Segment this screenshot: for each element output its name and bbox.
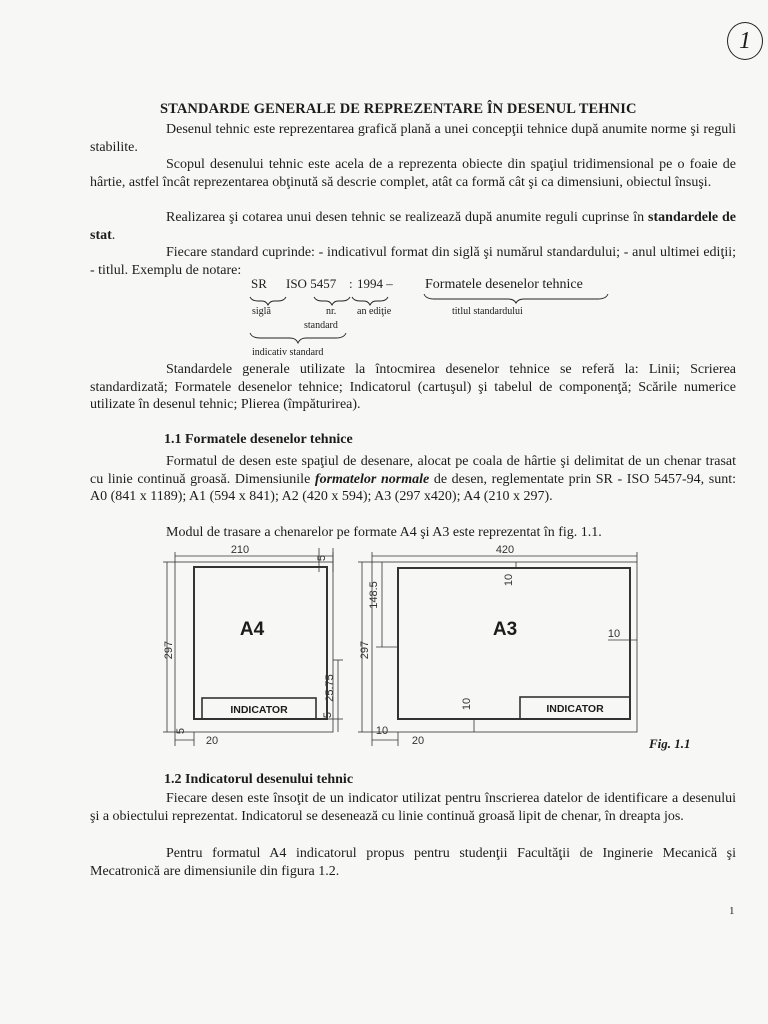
paragraph-general-standards-text: Standardele generale utilizate la întocmirea desenelor tehnice se referă la: Linii; Scrierea standardizată; Formatele desenelor tehnice; Indicatorul (cartuşul) şi tabelul de componenţă; Scările numerice utilizate în desenul tehnic; Plierea (împăturirea).: [90, 362, 736, 412]
a3-half-height-dim: 148.5: [368, 581, 380, 609]
notation-label-indicativ: indicativ standard: [252, 347, 324, 358]
a4-height-dim: 297: [163, 640, 175, 660]
a3-bottom-margin-dim: 10: [461, 697, 473, 711]
paragraph-purpose-text: Scopul desenului tehnic este acela de a reprezenta obiecte din spaţiul tridimensional pe o foaie de hârtie, astfel încât reprezentarea obţinută să descrie complet, atât ca formă cât şi ca dimensiuni, obiectul însuşi.: [90, 157, 736, 190]
a4-indicator-label: INDICATOR: [230, 704, 288, 716]
paragraph-standards-text: Realizarea şi cotarea unui desen tehnic se realizează după anumite reguli cuprinse în: [166, 210, 649, 225]
paragraph-definition-text: Desenul tehnic este reprezentarea grafică plană a unei concepţii tehnice după anumite norme şi reguli stabilite.: [90, 122, 736, 155]
a4-indicator-offset-dim: 25.75: [324, 674, 336, 702]
notation-year: 1994 –: [357, 276, 393, 291]
page-title: STANDARDE GENERALE DE REPREZENTARE ÎN DESENUL TEHNIC: [160, 101, 637, 117]
section-heading-formats: 1.1 Formatele desenelor tehnice: [164, 432, 353, 447]
paragraph-standard-content-text: Fiecare standard cuprinde: - indicativul format din siglă şi numărul standardului; - anul ultimei ediţii; - titlul. Exemplu de notare:: [90, 245, 736, 278]
a4-indicator-bottom-dim: 5: [322, 711, 334, 719]
paragraph-format-emphasis: formatelor normale: [314, 471, 430, 487]
page-number: 1: [729, 905, 735, 917]
notation-label-titlu: titlul standardului: [452, 306, 523, 317]
notation-title: Formatele desenelor tehnice: [425, 277, 583, 292]
paragraph-indicator: [90, 790, 736, 825]
paragraph-a4-indicator: [90, 845, 736, 880]
section-heading-indicator: 1.2 Indicatorul desenului tehnic: [164, 772, 354, 787]
a3-label: A3: [492, 619, 518, 640]
notation-label-sigla: siglă: [252, 306, 271, 317]
paragraph-standards-end: .: [111, 227, 116, 243]
a3-indicator-label: INDICATOR: [546, 703, 604, 715]
a3-top-margin-dim: 10: [503, 573, 515, 587]
a3-width-dim: 420: [495, 544, 515, 556]
paragraph-standards-bold: standardele de stat: [90, 210, 736, 243]
notation-label-nr: nr.: [326, 306, 337, 317]
a3-right-margin-dim: 10: [607, 628, 621, 640]
paragraph-format-text-2: de desen, reglementate prin SR - ISO 5457-94, sunt: A0 (841 x 1189); A1 (594 x 841); A2 (420 x 594); A3 (297 x420); A4 (210 x 297).: [90, 471, 736, 504]
a4-width-dim: 210: [230, 544, 250, 556]
a3-height-dim: 297: [359, 640, 371, 660]
a4-top-margin-dim: 5: [316, 554, 328, 562]
notation-colon: :: [349, 276, 353, 291]
paragraph-figure-ref-text: Modul de trasare a chenarelor pe formate A4 şi A3 este reprezentat în fig. 1.1.: [166, 525, 602, 540]
notation-iso: ISO 5457: [286, 276, 337, 291]
notation-label-an: an ediţie: [357, 306, 392, 317]
notation-label-standard: standard: [304, 320, 338, 331]
paragraph-indicator-text: Fiecare desen este însoţit de un indicator utilizat pentru înscrierea datelor de identificare a desenului şi a obiectului reprezentat. Indicatorul se desenează cu linie continuă groasă lipit de chenar, în dreapta jos.: [90, 791, 736, 824]
a4-left-margin-dim: 20: [205, 735, 219, 747]
notation-sr: SR: [251, 276, 267, 291]
figure-caption: Fig. 1.1: [649, 736, 691, 751]
a3-left-small-dim: 10: [375, 725, 389, 737]
a4-border: [194, 567, 327, 719]
page-marker-number: 1: [739, 28, 751, 54]
paragraph-format-text: Formatul de desen este spaţiul de desenare, alocat pe coala de hârtie şi delimitat de un chenar trasat cu linie continuă groasă. Dimensiunile: [90, 454, 736, 487]
a4-bottom-margin-dim: 5: [175, 727, 187, 735]
paragraph-a4-indicator-text: Pentru formatul A4 indicatorul propus pentru studenţii Facultăţii de Inginerie Mecanică şi Mecatronică are dimensiunile din figura 1.2.: [90, 846, 736, 879]
a3-left-margin-dim: 20: [411, 735, 425, 747]
a4-label: A4: [239, 619, 265, 640]
